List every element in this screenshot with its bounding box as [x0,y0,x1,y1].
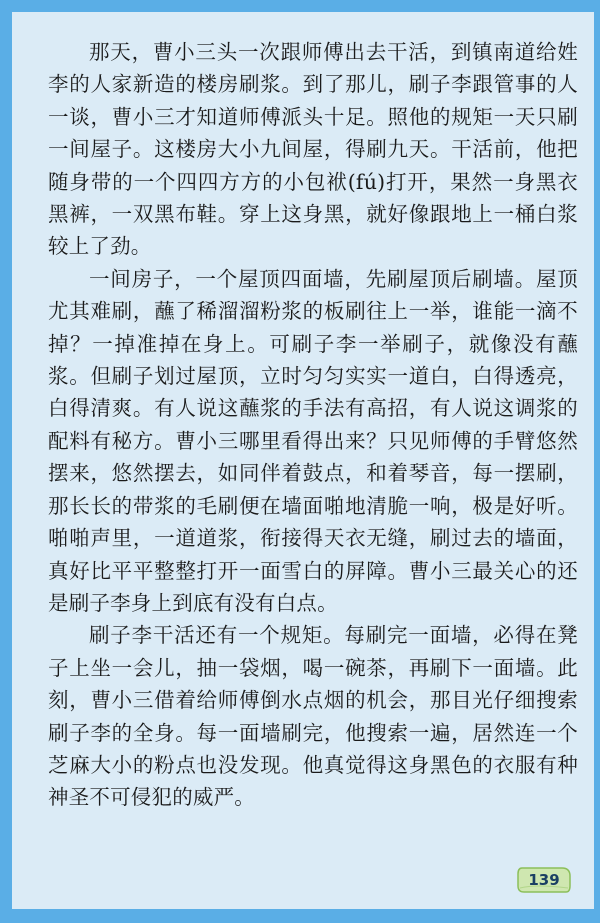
paragraph-2: 一间房子，一个屋顶四面墙，先刷屋顶后刷墙。屋顶尤其难刷，蘸了稀溜溜粉浆的板刷往上一举，谁能一滴不掉？一掉准掉在身上。可刷子李一举刷子，就像没有蘸浆。但刷子划过屋顶，立时匀匀实实一道白，白得透亮，白得清爽。有人说这蘸浆的手法有高招，有人说这调浆的配料有秘方。曹小三哪里看得出来？只见师傅的手臂悠然摆来，悠然摆去，如同伴着鼓点，和着琴音，每一摆刷，那长长的带浆的毛刷便在墙面啪地清脆一响，极是好听。啪啪声里，一道道浆，衔接得天衣无缝，刷过去的墙面，真好比平平整整打开一面雪白的屏障。曹小三最关心的还是刷子李身上到底有没有白点。 [48,266,578,615]
paragraph-3: 刷子李干活还有一个规矩。每刷完一面墙，必得在凳子上坐一会儿，抽一袋烟，喝一碗茶，再刷下一面墙。此刻，曹小三借着给师傅倒水点烟的机会，那目光仔细搜索刷子李的全身。每一面墙刷完，他搜索一遍，居然连一个芝麻大小的粉点也没发现。他真觉得这身黑色的衣服有种神圣不可侵犯的威严。 [48,623,578,810]
page-frame-top [0,0,600,12]
page-frame-right [594,0,600,923]
paragraph-1: 那天，曹小三头一次跟师傅出去干活，到镇南道给姓李的人家新造的楼房刷浆。到了那儿，刷子李跟管事的人一谈，曹小三才知道师傅派头十足。照他的规矩一天只刷一间屋子。这楼房大小九间屋，得刷九天。干活前，他把随身带的一个四四方方的小包袱(fú)打开，果然一身黑衣黑裤，一双黑布鞋。穿上这身黑，就好像跟地上一桶白浆较上了劲。 [48,40,578,259]
page-number: 139 [528,871,560,889]
article-text [48,36,578,814]
page-frame-bottom [0,909,600,923]
page-frame-left [0,0,12,923]
page-number-badge [516,866,572,894]
